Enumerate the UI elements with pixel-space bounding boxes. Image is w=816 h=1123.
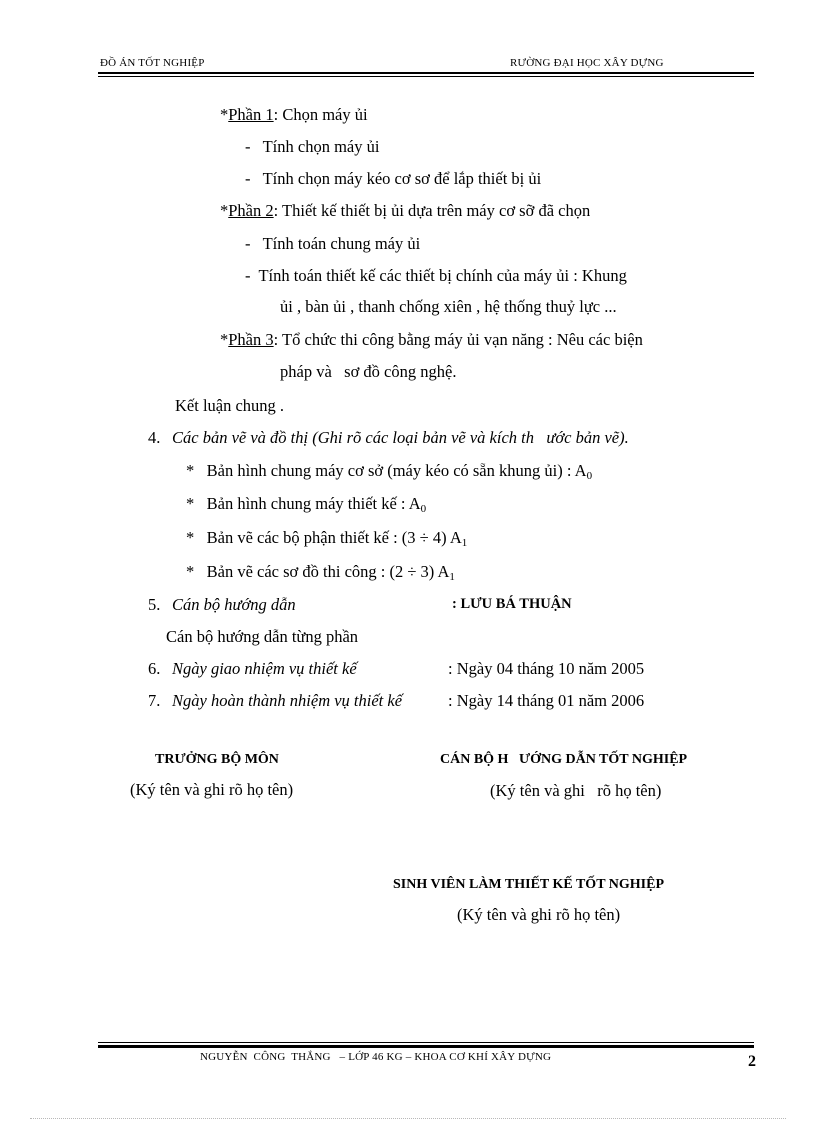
footer-rule-thin [98,1042,754,1043]
section-6-value: : Ngày 04 tháng 10 năm 2005 [448,659,645,678]
part-2-label: Phần 2 [228,201,274,220]
section-5-label: Cán bộ hướng dẫn [172,595,296,614]
section-6-label: Ngày giao nhiệm vụ thiết kế [172,659,357,678]
section-7-number: 7. [148,691,161,710]
section-4-title: Các bản vẽ và đồ thị (Ghi rõ các loại bản vẽ và kích th ước bản vẽ). [172,428,629,447]
supervisor-title: CÁN BỘ H ƯỚNG DẪN TỐT NGHIỆP [440,752,688,767]
page-number: 2 [748,1053,756,1070]
section-7-label: Ngày hoàn thành nhiệm vụ thiết kế [172,691,403,710]
section-4-number: 4. [148,428,161,447]
part-3-label: Phần 3 [228,330,274,349]
part-3-continuation: pháp và sơ đồ công nghệ. [280,362,457,381]
part-1-heading: *Phần 1: Chọn máy ủi [220,105,368,124]
part-1-item: - Tính chọn máy kéo cơ sơ để lắp thiết bị ủi [245,169,542,188]
footer-rule-thick [98,1045,754,1048]
part-2-item-continuation: ủi , bàn ủi , thanh chống xiên , hệ thống thuỷ lực ... [280,297,617,316]
drawing-item: * Bản hình chung máy cơ sở (máy kéo có sẵn khung ủi) : $A_0$ [186,461,593,482]
drawing-item: * Bản hình chung máy thiết kế : $A_0$ [186,494,427,515]
supervisor-name: : LƯU BÁ THUẬN [452,596,572,612]
header-right: RƯỜNG ĐẠI HỌC XÂY DỰNG [510,57,664,69]
header-rule-thick [98,72,754,74]
head-of-dept-note: (Ký tên và ghi rõ họ tên) [130,780,294,799]
page-bottom-divider [30,1118,786,1119]
student-title: SINH VIÊN LÀM THIẾT KẾ TỐT NGHIỆP [393,877,665,892]
conclusion: Kết luận chung . [175,396,285,415]
section-6-number: 6. [148,659,161,678]
section-7-value: : Ngày 14 tháng 01 năm 2006 [448,691,645,710]
part-3-heading: *Phần 3: Tổ chức thi công bằng máy ủi vạn năng : Nêu các biện [220,330,643,349]
footer-text: NGUYỄN CÔNG THẮNG – LỚP 46 KG – KHOA CƠ KHÍ XÂY DỰNG [200,1051,552,1063]
student-note: (Ký tên và ghi rõ họ tên) [457,905,621,924]
section-5-number: 5. [148,595,161,614]
part-1-label: Phần 1 [228,105,274,124]
part-2-item: - Tính toán chung máy ủi [245,234,421,253]
part-2-item: - Tính toán thiết kế các thiết bị chính của máy ủi : Khung [245,266,627,285]
drawing-item: * Bản vẽ các bộ phận thiết kế : (3 ÷ 4) $A_1$ [186,528,468,549]
header-rule-thin [98,76,754,77]
header-left: ĐỒ ÁN TỐT NGHIỆP [100,57,205,69]
section-5-sub-line: Cán bộ hướng dẫn từng phần [166,627,359,646]
drawing-item: * Bản vẽ các sơ đồ thi công : (2 ÷ 3) $A_1$ [186,562,455,583]
part-2-heading: *Phần 2: Thiết kế thiết bị ủi dựa trên máy cơ sỡ đã chọn [220,201,591,220]
head-of-dept-title: TRƯỞNG BỘ MÔN [155,752,279,767]
part-1-item: - Tính chọn máy ủi [245,137,380,156]
supervisor-note: (Ký tên và ghi rõ họ tên) [490,781,662,800]
